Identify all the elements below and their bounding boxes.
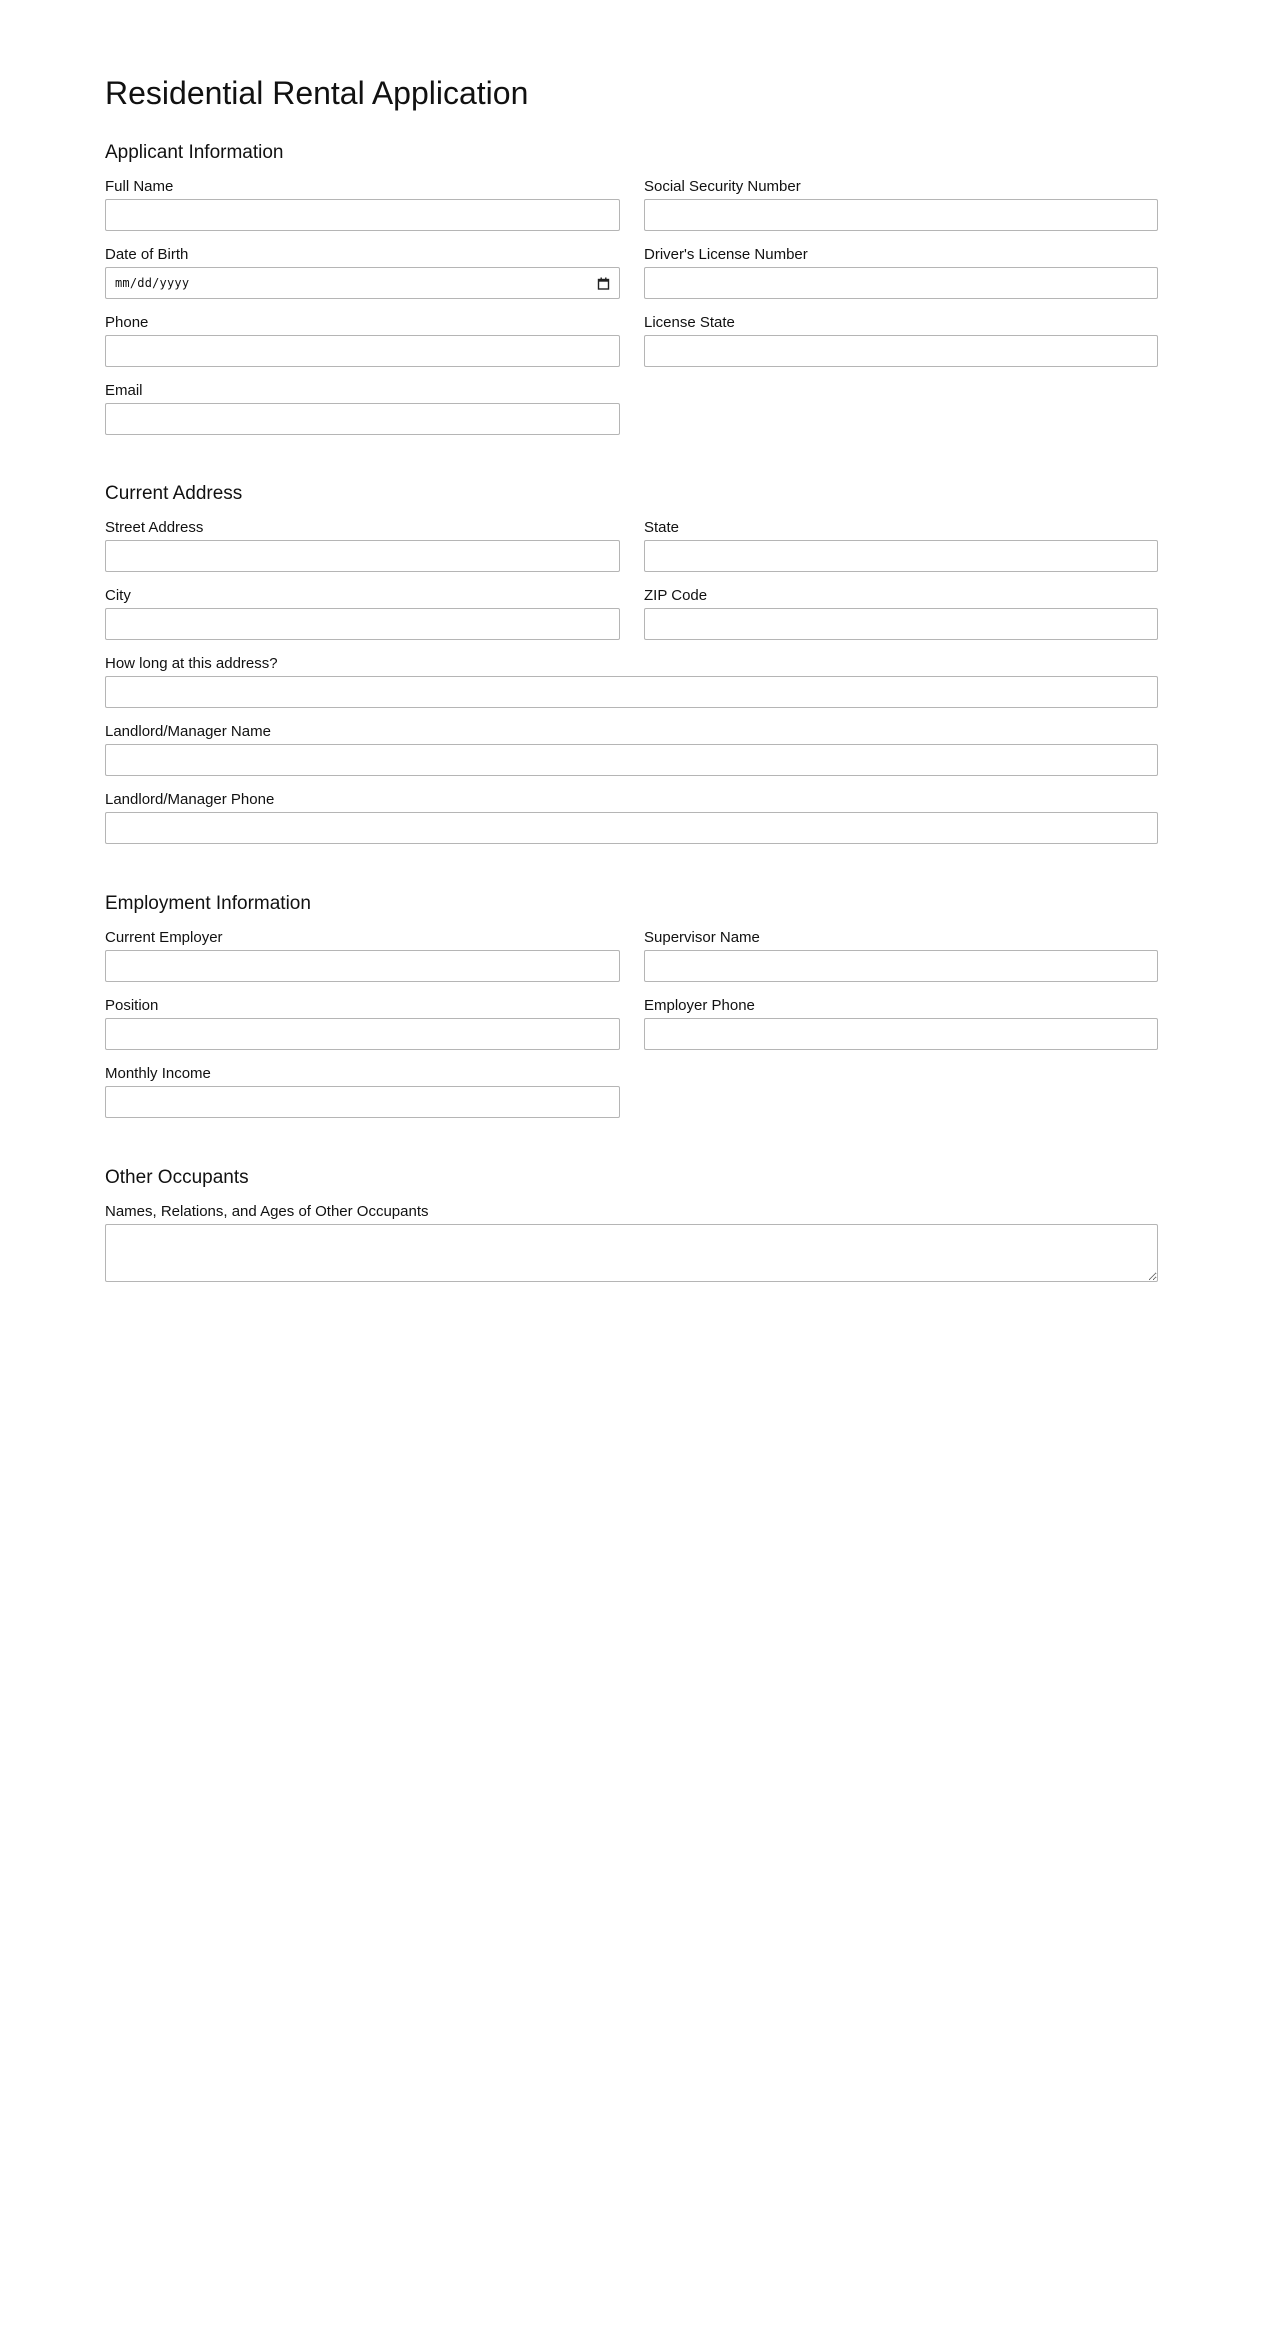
phone-input[interactable] [105, 335, 620, 367]
section-heading-occupants: Other Occupants [105, 1167, 249, 1188]
state-input[interactable] [644, 540, 1158, 572]
field-other-occupants [105, 1203, 1158, 1282]
field-city [105, 587, 620, 655]
field-date-of-birth [105, 246, 620, 314]
field-drivers-license-number [644, 246, 1158, 314]
landlord-phone-label: Landlord/Manager Phone [105, 791, 275, 808]
drivers-license-input[interactable] [644, 267, 1158, 299]
license-state-input[interactable] [644, 335, 1158, 367]
field-supervisor-name [644, 929, 1158, 997]
full-name-label: Full Name [105, 178, 174, 195]
supervisor-name-label: Supervisor Name [644, 929, 760, 946]
field-duration-at-address [105, 655, 1158, 723]
field-landlord-phone [105, 791, 1158, 859]
field-zip-code [644, 587, 1158, 655]
monthly-income-label: Monthly Income [105, 1065, 211, 1082]
field-position [105, 997, 620, 1065]
field-landlord-name [105, 723, 1158, 791]
phone-label: Phone [105, 314, 149, 331]
ssn-label: Social Security Number [644, 178, 801, 195]
duration-input[interactable] [105, 676, 1158, 708]
section-heading-address: Current Address [105, 483, 243, 504]
street-address-label: Street Address [105, 519, 204, 536]
field-phone [105, 314, 620, 382]
street-address-input[interactable] [105, 540, 620, 572]
employer-phone-label: Employer Phone [644, 997, 755, 1014]
duration-label: How long at this address? [105, 655, 278, 672]
section-current-address [105, 483, 1158, 859]
field-license-state [644, 314, 1158, 382]
city-input[interactable] [105, 608, 620, 640]
supervisor-name-input[interactable] [644, 950, 1158, 982]
field-monthly-income [105, 1065, 620, 1133]
zip-code-label: ZIP Code [644, 587, 708, 604]
field-ssn [644, 178, 1158, 246]
section-employment-information [105, 893, 1158, 1133]
other-occupants-label: Names, Relations, and Ages of Other Occupants [105, 1203, 429, 1220]
current-employer-input[interactable] [105, 950, 620, 982]
field-street-address [105, 519, 620, 587]
landlord-phone-input[interactable] [105, 812, 1158, 844]
drivers-license-label: Driver's License Number [644, 246, 808, 263]
ssn-input[interactable] [644, 199, 1158, 231]
zip-code-input[interactable] [644, 608, 1158, 640]
state-label: State [644, 519, 680, 536]
monthly-income-input[interactable] [105, 1086, 620, 1118]
email-label: Email [105, 382, 143, 399]
full-name-input[interactable] [105, 199, 620, 231]
landlord-name-label: Landlord/Manager Name [105, 723, 271, 740]
city-label: City [105, 587, 131, 604]
field-email [105, 382, 620, 450]
field-employer-phone [644, 997, 1158, 1065]
employer-phone-input[interactable] [644, 1018, 1158, 1050]
section-heading-applicant: Applicant Information [105, 142, 284, 163]
field-state [644, 519, 1158, 587]
page-title: Residential Rental Application [105, 75, 529, 111]
date-of-birth-label: Date of Birth [105, 246, 189, 263]
date-placeholder: mm/dd/yyyy [115, 276, 190, 290]
position-label: Position [105, 997, 159, 1014]
section-other-occupants [105, 1167, 1158, 1282]
position-input[interactable] [105, 1018, 620, 1050]
field-current-employer [105, 929, 620, 997]
field-full-name [105, 178, 620, 246]
email-input[interactable] [105, 403, 620, 435]
date-of-birth-input[interactable] [105, 267, 620, 299]
section-heading-employment: Employment Information [105, 893, 311, 914]
section-applicant-information [105, 142, 1158, 450]
license-state-label: License State [644, 314, 735, 331]
current-employer-label: Current Employer [105, 929, 223, 946]
calendar-icon[interactable] [597, 277, 610, 290]
other-occupants-textarea[interactable] [105, 1224, 1158, 1282]
landlord-name-input[interactable] [105, 744, 1158, 776]
